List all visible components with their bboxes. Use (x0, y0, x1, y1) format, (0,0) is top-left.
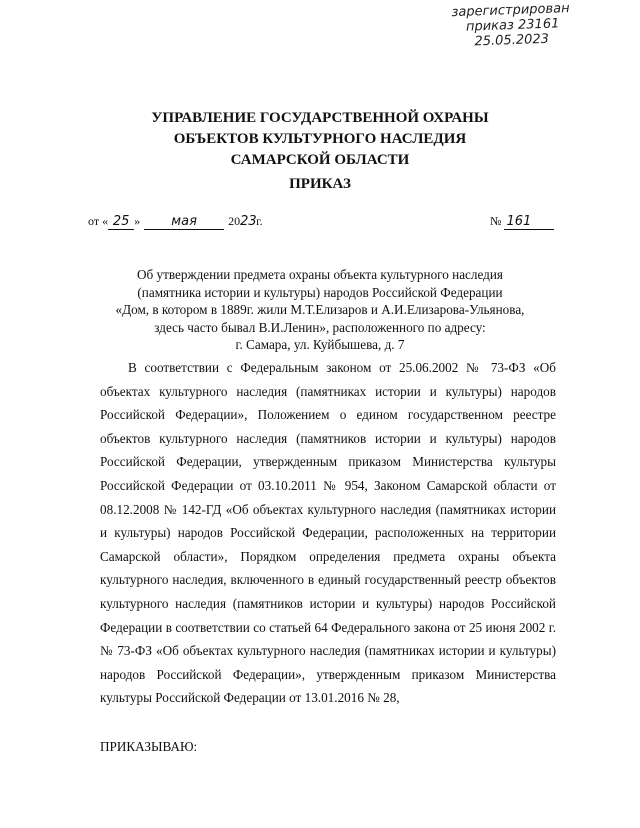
registration-stamp (451, 0, 633, 53)
subject-line-3: «Дом, в котором в 1889г. жили М.Т.Елизаров и А.И.Елизарова-Ульянова, (115, 302, 525, 317)
number-line (490, 214, 554, 230)
header-line-1: УПРАВЛЕНИЕ ГОСУДАРСТВЕННОЙ ОХРАНЫ (151, 110, 489, 126)
order-subject (90, 266, 550, 354)
order-word: ПРИКАЗЫВАЮ: (100, 739, 198, 754)
date-year-unit: г. (256, 214, 263, 228)
date-line (88, 214, 263, 230)
stamp-line-3: 25.05.2023 (474, 31, 550, 50)
date-year-suffix: 23 (240, 214, 257, 229)
number-label: № (490, 214, 502, 228)
number-value: 161 (504, 214, 554, 230)
subject-line-5: г. Самара, ул. Куйбышева, д. 7 (235, 337, 405, 352)
organization-header (0, 108, 640, 171)
header-line-3: САМАРСКОЙ ОБЛАСТИ (230, 152, 410, 168)
date-year-prefix: 20 (228, 214, 241, 228)
body-text (100, 356, 556, 710)
date-quote-close: » (134, 214, 141, 228)
date-month: мая (144, 214, 224, 230)
subject-line-1: Об утверждении предмета охраны объекта культурного наследия (137, 267, 503, 282)
header-line-2: ОБЪЕКТОВ КУЛЬТУРНОГО НАСЛЕДИЯ (173, 131, 467, 147)
subject-line-2: (памятника истории и культуры) народов Российской Федерации (137, 284, 503, 300)
subject-line-4: здесь часто бывал В.И.Ленин», расположенного по адресу: (154, 319, 486, 335)
document-title: ПРИКАЗ (289, 176, 351, 192)
stamp-line-2: приказ 23161 (465, 16, 560, 35)
date-prefix: от « (88, 214, 109, 228)
stamp-line-1: зарегистрирован (451, 1, 570, 21)
body-paragraph: В соответствии с Федеральным законом от 25.06.2002 № 73-ФЗ «Об объектах культурного наследия (памятниках истории и культуры) народов Российской Федерации», Положением о едином государственном реестре объектов культурного наследия (памятников истории и культуры) народов Российской Федерации, утвержденным приказом Министерства культуры Российской Федерации от 03.10.2011 № 954, Законом Самарской области от 08.12.2008 № 142-ГД «Об объектах культурного наследия (памятниках истории и культуры) народов Российской Федерации, расположенных на территории Самарской области», Порядком определения предмета охраны объекта культурного наследия, включенного в единый государственный реестр объектов культурного наследия (памятников истории и культуры) народов Российской Федерации в соответствии со статьей 64 Федерального закона от 25 июня 2002 г. № 73-ФЗ «Об объектах культурного наследия (памятниках истории и культуры) народов Российской Федерации», утвержденным приказом Министерства культуры Российской Федерации от 13.01.2016 № 28, (100, 360, 556, 706)
date-day: 25 (108, 214, 134, 230)
